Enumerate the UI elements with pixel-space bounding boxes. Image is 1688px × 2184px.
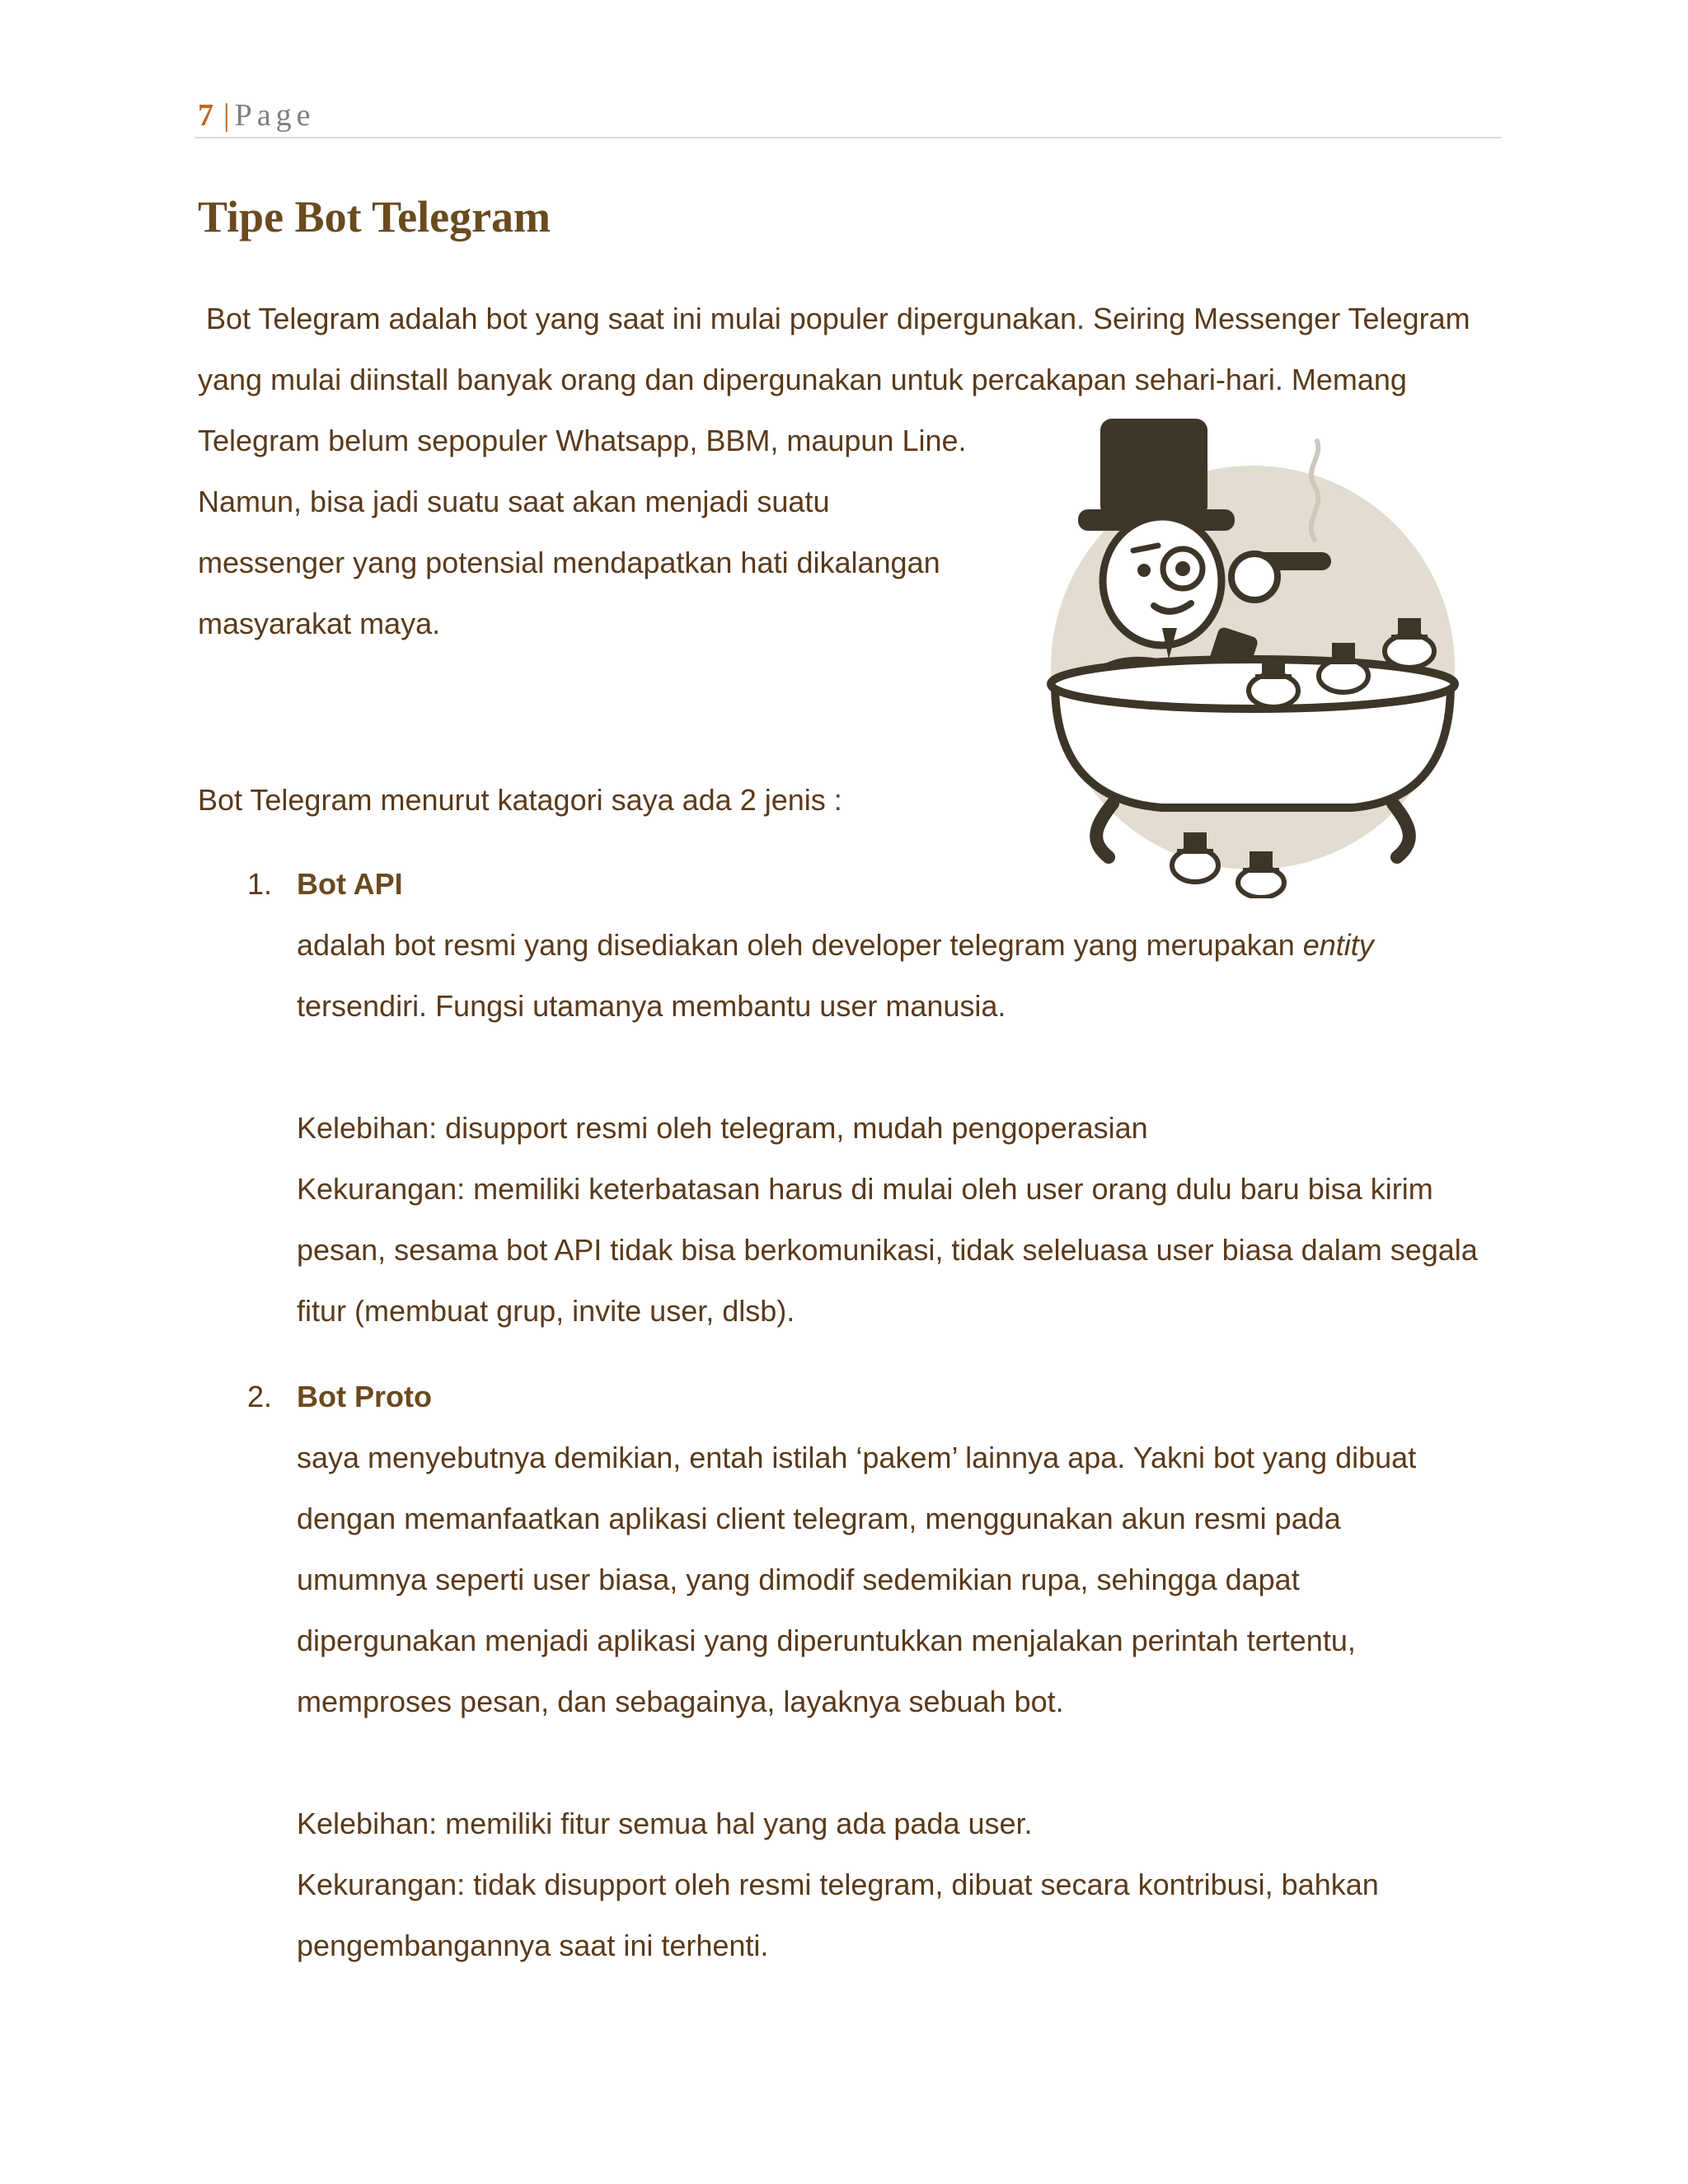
list-item-heading: Bot Proto — [297, 1380, 432, 1413]
intro-line: messenger yang potensial mendapatkan hati dikalangan — [198, 546, 940, 579]
pros-line: Kelebihan: memiliki fitur semua hal yang ada pada user. — [297, 1807, 1033, 1840]
cons-line: Kekurangan: memiliki keterbatasan harus di mulai oleh user orang dulu baru bisa kirim — [297, 1172, 1433, 1206]
description-line: memproses pesan, dan sebagainya, layaknya sebuah bot. — [297, 1685, 1064, 1718]
header-separator: | — [223, 98, 230, 133]
spacer — [297, 1037, 1500, 1098]
header-divider — [195, 137, 1502, 138]
description-line: umumnya seperti user biasa, yang dimodif sedemikian rupa, sehingga dapat — [297, 1563, 1300, 1596]
cons-line: pengembangannya saat ini terhenti. — [297, 1929, 769, 1962]
list-item-heading: Bot API — [297, 867, 403, 901]
description-text: adalah bot resmi yang disediakan oleh developer telegram yang merupakan — [297, 928, 1303, 962]
cons-line: pesan, sesama bot API tidak bisa berkomunikasi, tidak seleluasa user biasa dalam segala — [297, 1233, 1478, 1267]
page-title: Tipe Bot Telegram — [198, 192, 551, 241]
list-item-body — [297, 854, 1500, 1342]
intro-line: Bot Telegram adalah bot yang saat ini mulai populer dipergunakan. Seiring Messenger Telegram — [206, 302, 1470, 335]
list-marker: 2. — [247, 1380, 273, 1413]
intro-line: yang mulai diinstall banyak orang dan dipergunakan untuk percakapan sehari-hari. Memang — [198, 363, 1407, 396]
list-item-body — [297, 1366, 1500, 1976]
page-label: Page — [234, 98, 316, 133]
intro-line: Telegram belum sepopuler Whatsapp, BBM, maupun Line. — [198, 424, 967, 457]
gentleman-bathtub-illustration-icon — [1039, 412, 1467, 898]
intro-line: masyarakat maya. — [198, 607, 441, 640]
description-line: dengan memanfaatkan aplikasi client telegram, menggunakan akun resmi pada — [297, 1502, 1341, 1535]
cons-line: Kekurangan: tidak disupport oleh resmi telegram, dibuat secara kontribusi, bahkan — [297, 1868, 1379, 1901]
intro-line: Namun, bisa jadi suatu saat akan menjadi suatu — [198, 485, 830, 518]
description-emphasis: entity — [1302, 928, 1374, 962]
description-line: saya menyebutnya demikian, entah istilah ‘pakem’ lainnya apa. Yakni bot yang dibuat — [297, 1441, 1417, 1474]
cons-line: fitur (membuat grup, invite user, dlsb). — [297, 1294, 795, 1328]
description-line: dipergunakan menjadi aplikasi yang diperuntukkan menjalakan perintah tertentu, — [297, 1624, 1356, 1657]
spacer — [297, 1732, 1500, 1793]
list-marker: 1. — [247, 867, 273, 901]
page-number: 7 — [198, 98, 218, 133]
pros-line: Kelebihan: disupport resmi oleh telegram, mudah pengoperasian — [297, 1111, 1148, 1145]
description-line — [297, 915, 1500, 976]
types-intro: Bot Telegram menurut katagori saya ada 2 jenis : — [198, 783, 842, 817]
description-line: tersendiri. Fungsi utamanya membantu user manusia. — [297, 989, 1006, 1023]
page-header — [198, 97, 1500, 134]
